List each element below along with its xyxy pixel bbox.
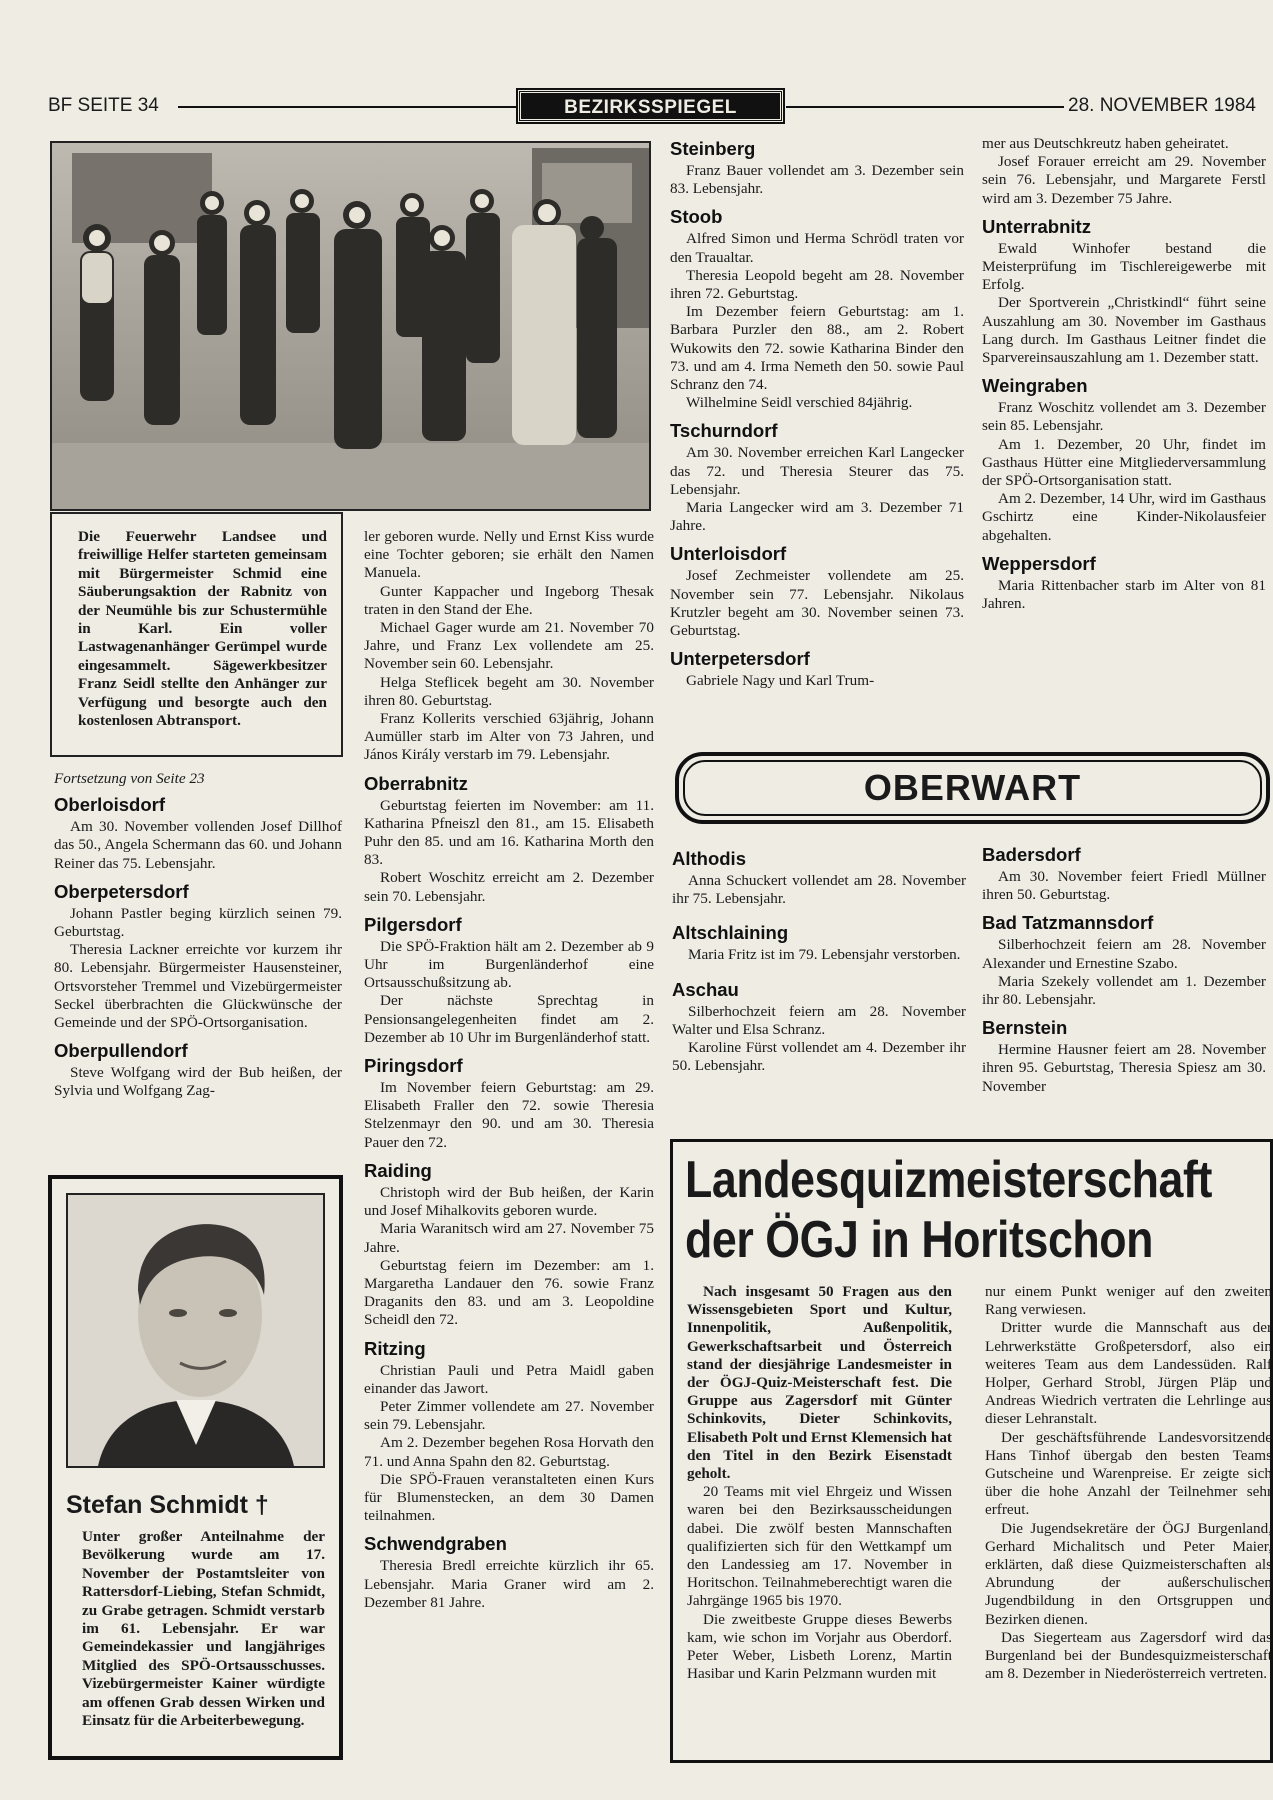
portrait-image [68, 1195, 323, 1466]
obituary-name: Stefan Schmidt † [66, 1491, 269, 1519]
heading-piringsdorf: Piringsdorf [364, 1055, 463, 1077]
paragraph: Die SPÖ-Fraktion hält am 2. Dezember ab 9 Uhr im Burgenländerhof eine Ortsausschußsitzung ab. [364, 937, 654, 992]
column-4 [982, 135, 1266, 613]
heading-tschurndorf: Tschurndorf [670, 420, 778, 442]
issue-date: 28. NOVEMBER 1984 [1068, 95, 1256, 116]
header-rule-right [786, 106, 1064, 108]
paragraph: Peter Zimmer vollendete am 27. November sein 79. Lebensjahr. [364, 1397, 654, 1434]
quiz-column-1 [687, 1283, 952, 1683]
paragraph: Theresia Lackner erreichte vor kurzem ihr 80. Lebensjahr. Bürgermeister Hausensteiner, Ortsvorsteher Tremmel und Vizebürgermeister Seckel überbrachten die Glückwünsche der Gemeinde und der SPÖ-Ortsorganisation. [54, 941, 342, 1032]
page-number: BF SEITE 34 [48, 95, 159, 116]
paragraph: Der geschäftsführende Landesvorsitzende Hans Tinhof übergab den besten Teams Gutscheine und Warenpreise. Er zeigte sich über die hohe Anzahl der Teilnehmer sehr erfreut. [985, 1428, 1272, 1519]
heading-badersdorf: Badersdorf [982, 844, 1081, 865]
column-3 [670, 138, 964, 690]
quiz-article-box [670, 1139, 1273, 1763]
paragraph: Franz Bauer vollendet am 3. Dezember sein 83. Lebensjahr. [670, 162, 964, 198]
heading-schwendgraben: Schwendgraben [364, 1533, 507, 1555]
paragraph: Geburtstag feiern im Dezember: am 1. Margaretha Landauer den 76. sowie Franz Draganits den 83. und am 3. Leopoldine Scheidl den 72. [364, 1256, 654, 1329]
paragraph: Die SPÖ-Frauen veranstalteten einen Kurs für Blumenstecken, an dem 30 Damen teilnahmen. [364, 1470, 654, 1525]
paragraph: Maria Szekely vollendet am 1. Dezember ihr 80. Lebensjahr. [982, 972, 1266, 1009]
photo-caption-box [50, 512, 343, 757]
paragraph: Der nächste Sprechtag in Pensionsangelegenheiten findet am 2. Dezember ab 10 Uhr im Burgenländerhof statt. [364, 992, 654, 1046]
heading-weingraben: Weingraben [982, 375, 1088, 397]
paragraph: Johann Pastler beging kürzlich seinen 79. Geburtstag. [54, 904, 342, 941]
paragraph: Josef Forauer erreicht am 29. November sein 76. Lebensjahr, und Margarete Ferstl wird am 3. Dezember 75 Jahre. [982, 153, 1266, 207]
quiz-headline-line-2: der ÖGJ in Horitschon [685, 1211, 1154, 1269]
paragraph: Die Jugendsekretäre der ÖGJ Burgenland, Gerhard Michalitsch und Peter Maier, erklärten, daß diese Quizmeisterschaften als Abrundung der außerschulischen Jugendbildung in den Ortsgruppen und Bezirken dienen. [985, 1519, 1272, 1628]
paragraph: Am 1. Dezember, 20 Uhr, findet im Gasthaus Hütter eine Mitgliederversammlung der SPÖ-Ortsorganisation statt. [982, 435, 1266, 490]
heading-bernstein: Bernstein [982, 1017, 1068, 1039]
heading-weppersdorf: Weppersdorf [982, 552, 1096, 574]
oberwart-column-1 [672, 848, 966, 1075]
paragraph: Helga Steflicek begeht am 30. November ihren 80. Geburtstag. [364, 673, 654, 709]
paragraph: nur einem Punkt weniger auf den zweiten Rang verwiesen. [985, 1283, 1272, 1319]
column-2 [364, 528, 654, 1612]
oberwart-banner-title: OBERWART [683, 760, 1262, 816]
quiz-column-2 [985, 1283, 1272, 1683]
paragraph: Im Dezember feiern Geburtstag: am 1. Barbara Purzler den 88., am 2. Robert Wukowits den 72. sowie Katharina Binder den 73. und am 4. Irma Nemeth den 50. sowie Paul Schranz den 74. [670, 303, 964, 394]
group-photo [50, 141, 651, 511]
oberwart-banner [675, 752, 1270, 824]
paragraph: Am 2. Dezember, 14 Uhr, wird im Gasthaus Gschirtz eine Kinder-Nikolausfeier abgehalten. [982, 490, 1266, 544]
paragraph: Am 2. Dezember begehen Rosa Horvath den 71. und Anna Spahn den 82. Geburtstag. [364, 1434, 654, 1470]
paragraph: Josef Zechmeister vollendete am 25. November sein 77. Lebensjahr. Nikolaus Krutzler begeht am 30. November seinen 73. Geburtstag. [670, 567, 964, 640]
paragraph: Franz Woschitz vollendet am 3. Dezember sein 85. Lebensjahr. [982, 399, 1266, 435]
paragraph: Alfred Simon und Herma Schrödl traten vor den Traualtar. [670, 230, 964, 266]
heading-altschlaining: Altschlaining [672, 922, 789, 944]
paragraph: Robert Woschitz erreicht am 2. Dezember sein 70. Lebensjahr. [364, 869, 654, 905]
paragraph: Christoph wird der Bub heißen, der Karin und Josef Mihalkovits geboren wurde. [364, 1183, 654, 1220]
paragraph: Steve Wolfgang wird der Bub heißen, der Sylvia und Wolfgang Zag- [54, 1064, 342, 1100]
obituary-text: Unter großer Anteilnahme der Bevölkerung wurde am 17. November der Postamtsleiter von Rattersdorf-Liebing, Stefan Schmidt, zu Grabe getragen. Schmidt verstarb im 61. Lebensjahr. Er war Gemeindekassier und langjähriges Mitglied des SPÖ-Ortsausschusses. Vizebürgermeister Kainer würdigte am offenen Grab dessen Wirken und Einsatz für die Arbeiterbewegung. [82, 1528, 325, 1730]
heading-unterpetersdorf: Unterpetersdorf [670, 648, 810, 670]
paragraph: Wilhelmine Seidl verschied 84jährig. [686, 394, 913, 412]
heading-unterloisdorf: Unterloisdorf [670, 543, 787, 565]
paragraph: Maria Waranitsch wird am 27. November 75 Jahre. [364, 1220, 654, 1256]
paragraph: Gunter Kappacher und Ingeborg Thesak traten in den Stand der Ehe. [364, 582, 654, 618]
photo-caption: Die Feuerwehr Landsee und freiwillige Helfer starteten gemeinsam mit Bürgermeister Schmid eine Säuberungsaktion der Rabnitz von der Neumühle bis zur Schustermühle in Karl. Ein voller Lastwagenanhänger Gerümpel wurde eingesammelt. Sägewerkbesitzer Franz Seidl stellte den Anhänger zur Verfügung und besorgte auch den kostenlosen Abtransport. [78, 528, 327, 730]
paragraph: Karoline Fürst vollendet am 4. Dezember ihr 50. Lebensjahr. [672, 1039, 966, 1075]
heading-althodis: Althodis [672, 848, 746, 869]
heading-oberpullendorf: Oberpullendorf [54, 1040, 188, 1062]
paragraph: Theresia Bredl erreichte kürzlich ihr 65. Lebensjahr. Maria Graner wird am 2. Dezember 81 Jahre. [364, 1557, 654, 1611]
section-badge: BEZIRKSSPIEGEL [518, 90, 783, 122]
heading-bad-tatzmannsdorf: Bad Tatzmannsdorf [982, 912, 1154, 934]
paragraph: Maria Rittenbacher starb im Alter von 81 Jahren. [982, 576, 1266, 613]
header-rule-left [178, 106, 516, 108]
paragraph: Geburtstag feierten im November: am 11. Katharina Pfneiszl den 81., am 15. Elisabeth Puhr den 85. und am 16. Katharina Morth den 83. [364, 796, 654, 869]
paragraph: ler geboren wurde. Nelly und Ernst Kiss wurde eine Tochter geboren; sie erhält den Namen Manuela. [364, 528, 654, 582]
group-photo-image [52, 143, 649, 509]
paragraph: Maria Langecker wird am 3. Dezember 71 Jahre. [670, 499, 964, 535]
heading-stoob: Stoob [670, 206, 723, 228]
heading-unterrabnitz: Unterrabnitz [982, 215, 1091, 237]
quiz-headline-line-1: Landesquizmeisterschaft [685, 1151, 1212, 1209]
obituary-box [48, 1175, 343, 1760]
paragraph: Silberhochzeit feiern am 28. November Alexander und Ernestine Szabo. [982, 936, 1266, 972]
heading-oberpetersdorf: Oberpetersdorf [54, 880, 189, 902]
paragraph: Dritter wurde die Mannschaft aus der Lehrwerkstätte Großpetersdorf, also ein weiteres Team aus dem Landessüden. Ralf Holper, Gerhard Strobl, Jürgen Pläp und Andreas Wiedrich vertraten die Lehrlinge aus dieser Lehranstalt. [985, 1319, 1272, 1428]
paragraph: Am 30. November vollenden Josef Dillhof das 50., Angela Schermann das 60. und Johann Reiner das 75. Lebensjahr. [54, 818, 342, 872]
continuation-note: Fortsetzung von Seite 23 [54, 770, 205, 787]
paragraph: Am 30. November feiert Friedl Müllner ihren 50. Geburtstag. [982, 868, 1266, 904]
paragraph: Im November feiern Geburtstag: am 29. Elisabeth Fraller den 72. sowie Theresia Stelzenmayr den 90. und am 30. Theresia Pauer den 72. [364, 1079, 654, 1151]
paragraph: Theresia Leopold begeht am 28. November ihren 72. Geburtstag. [670, 266, 964, 303]
paragraph: Franz Kollerits verschied 63jährig, Johann Aumüller starb im Alter von 73 Jahren, und János Király verstarb im 79. Lebensjahr. [364, 710, 654, 764]
paragraph: Das Siegerteam aus Zagersdorf wird das Burgenland bei der Bundesquizmeisterschaft am 8. Dezember in Niederösterreich vertreten. [985, 1628, 1272, 1683]
quiz-lead: Nach insgesamt 50 Fragen aus den Wissensgebieten Sport und Kultur, Innenpolitik, Außenpolitik, Gewerkschaftsarbeit und Österreich stand der diesjährige Landesmeister in der ÖGJ-Quiz-Meisterschaft fest. Die Gruppe aus Zagersdorf mit Günter Schinkovits, Dieter Schinkovits, Elisabeth Polt und Ernst Klemensich hat den Titel in den Bezirk Eisenstadt geholt. [687, 1283, 952, 1483]
oberwart-column-2 [982, 844, 1266, 1096]
paragraph: 20 Teams mit viel Ehrgeiz und Wissen waren bei den Bezirksausscheidungen dabei. Die zwölf besten Mannschaften qualifizierten sich für den Wettkampf um den Landessieg am 17. November in Horitschon. Teilnahmeberechtigt waren die Jahrgänge 1965 bis 1970. [687, 1483, 952, 1610]
heading-ritzing: Ritzing [364, 1337, 426, 1359]
paragraph: Anna Schuckert vollendet am 28. November ihr 75. Lebensjahr. [672, 872, 966, 908]
paragraph: Der Sportverein „Christkindl“ führt seine Auszahlung am 30. November im Gasthaus Lang durch. Im Gasthaus Leitner findet die Sparvereinsauszahlung am 1. Dezember statt. [982, 294, 1266, 367]
heading-aschau: Aschau [672, 978, 739, 1000]
paragraph: Michael Gager wurde am 21. November 70 Jahre, und Franz Lex vollendete am 25. November sein 60. Lebensjahr. [364, 619, 654, 673]
paragraph: Gabriele Nagy und Karl Trum- [686, 672, 875, 690]
heading-raiding: Raiding [364, 1159, 432, 1181]
heading-oberrabnitz: Oberrabnitz [364, 772, 468, 794]
paragraph: mer aus Deutschkreutz haben geheiratet. [982, 135, 1229, 152]
paragraph: Maria Fritz ist im 79. Lebensjahr verstorben. [688, 946, 961, 964]
obituary-portrait [66, 1193, 325, 1468]
heading-pilgersdorf: Pilgersdorf [364, 913, 462, 935]
column-1 [54, 770, 342, 1101]
quiz-headline [685, 1150, 1212, 1270]
paragraph: Am 30. November erreichen Karl Langecker das 72. und Theresia Steurer das 75. Lebensjahr. [670, 444, 964, 498]
paragraph: Silberhochzeit feiern am 28. November Walter und Elsa Schranz. [672, 1002, 966, 1038]
paragraph: Hermine Hausner feiert am 28. November ihren 95. Geburtstag, Theresia Spiesz am 30. November [982, 1041, 1266, 1095]
heading-oberloisdorf: Oberloisdorf [54, 794, 166, 816]
paragraph: Christian Pauli und Petra Maidl gaben einander das Jawort. [364, 1361, 654, 1397]
heading-steinberg: Steinberg [670, 138, 756, 159]
paragraph: Die zweitbeste Gruppe dieses Bewerbs kam, wie schon im Vorjahr aus Oberdorf. Peter Weber, Lisbeth Lorenz, Martin Hasibar und Karin Pelzmann wurden mit [687, 1610, 952, 1683]
paragraph: Ewald Winhofer bestand die Meisterprüfung im Tischlereigewerbe mit Erfolg. [982, 239, 1266, 294]
